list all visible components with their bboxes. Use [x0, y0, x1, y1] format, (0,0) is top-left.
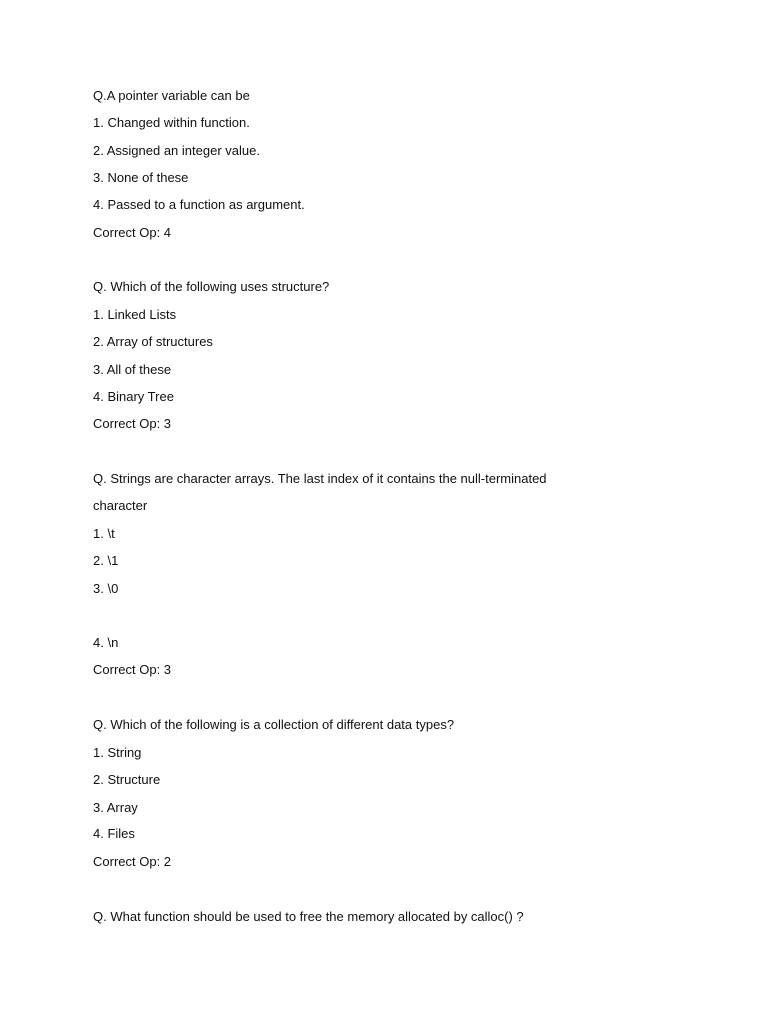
- question-3-option-3: 3. \0: [93, 581, 119, 596]
- question-4-option-4: 4. Files: [93, 826, 135, 841]
- question-4-option-3: 3. Array: [93, 800, 138, 815]
- question-3-answer: Correct Op: 3: [93, 662, 172, 677]
- question-2-text: Q. Which of the following uses structure?: [93, 279, 330, 294]
- question-1-text: Q.A pointer variable can be: [93, 88, 250, 103]
- question-2-option-3: 3. All of these: [93, 362, 172, 377]
- question-3-option-4: 4. \n: [93, 635, 119, 650]
- question-2-answer: Correct Op: 3: [93, 416, 172, 431]
- question-1-answer: Correct Op: 4: [93, 225, 172, 240]
- question-2-option-1: 1. Linked Lists: [93, 307, 177, 322]
- question-4-answer: Correct Op: 2: [93, 854, 172, 869]
- question-4-text: Q. Which of the following is a collection of different data types?: [93, 717, 455, 732]
- question-3-text-line-2: character: [93, 498, 148, 513]
- question-4-option-2: 2. Structure: [93, 772, 161, 787]
- question-1-option-3: 3. None of these: [93, 170, 189, 185]
- question-1-option-2: 2. Assigned an integer value.: [93, 143, 260, 158]
- question-2-option-2: 2. Array of structures: [93, 334, 213, 349]
- question-3-option-2: 2. \1: [93, 553, 119, 568]
- question-3-option-1: 1. \t: [93, 526, 115, 541]
- question-3-text-line-1: Q. Strings are character arrays. The last index of it contains the null-terminated: [93, 471, 547, 486]
- question-2-option-4: 4. Binary Tree: [93, 389, 174, 404]
- question-5-text: Q. What function should be used to free the memory allocated by calloc() ?: [93, 909, 524, 924]
- question-1-option-1: 1. Changed within function.: [93, 115, 250, 130]
- question-4-option-1: 1. String: [93, 745, 142, 760]
- question-1-option-4: 4. Passed to a function as argument.: [93, 197, 305, 212]
